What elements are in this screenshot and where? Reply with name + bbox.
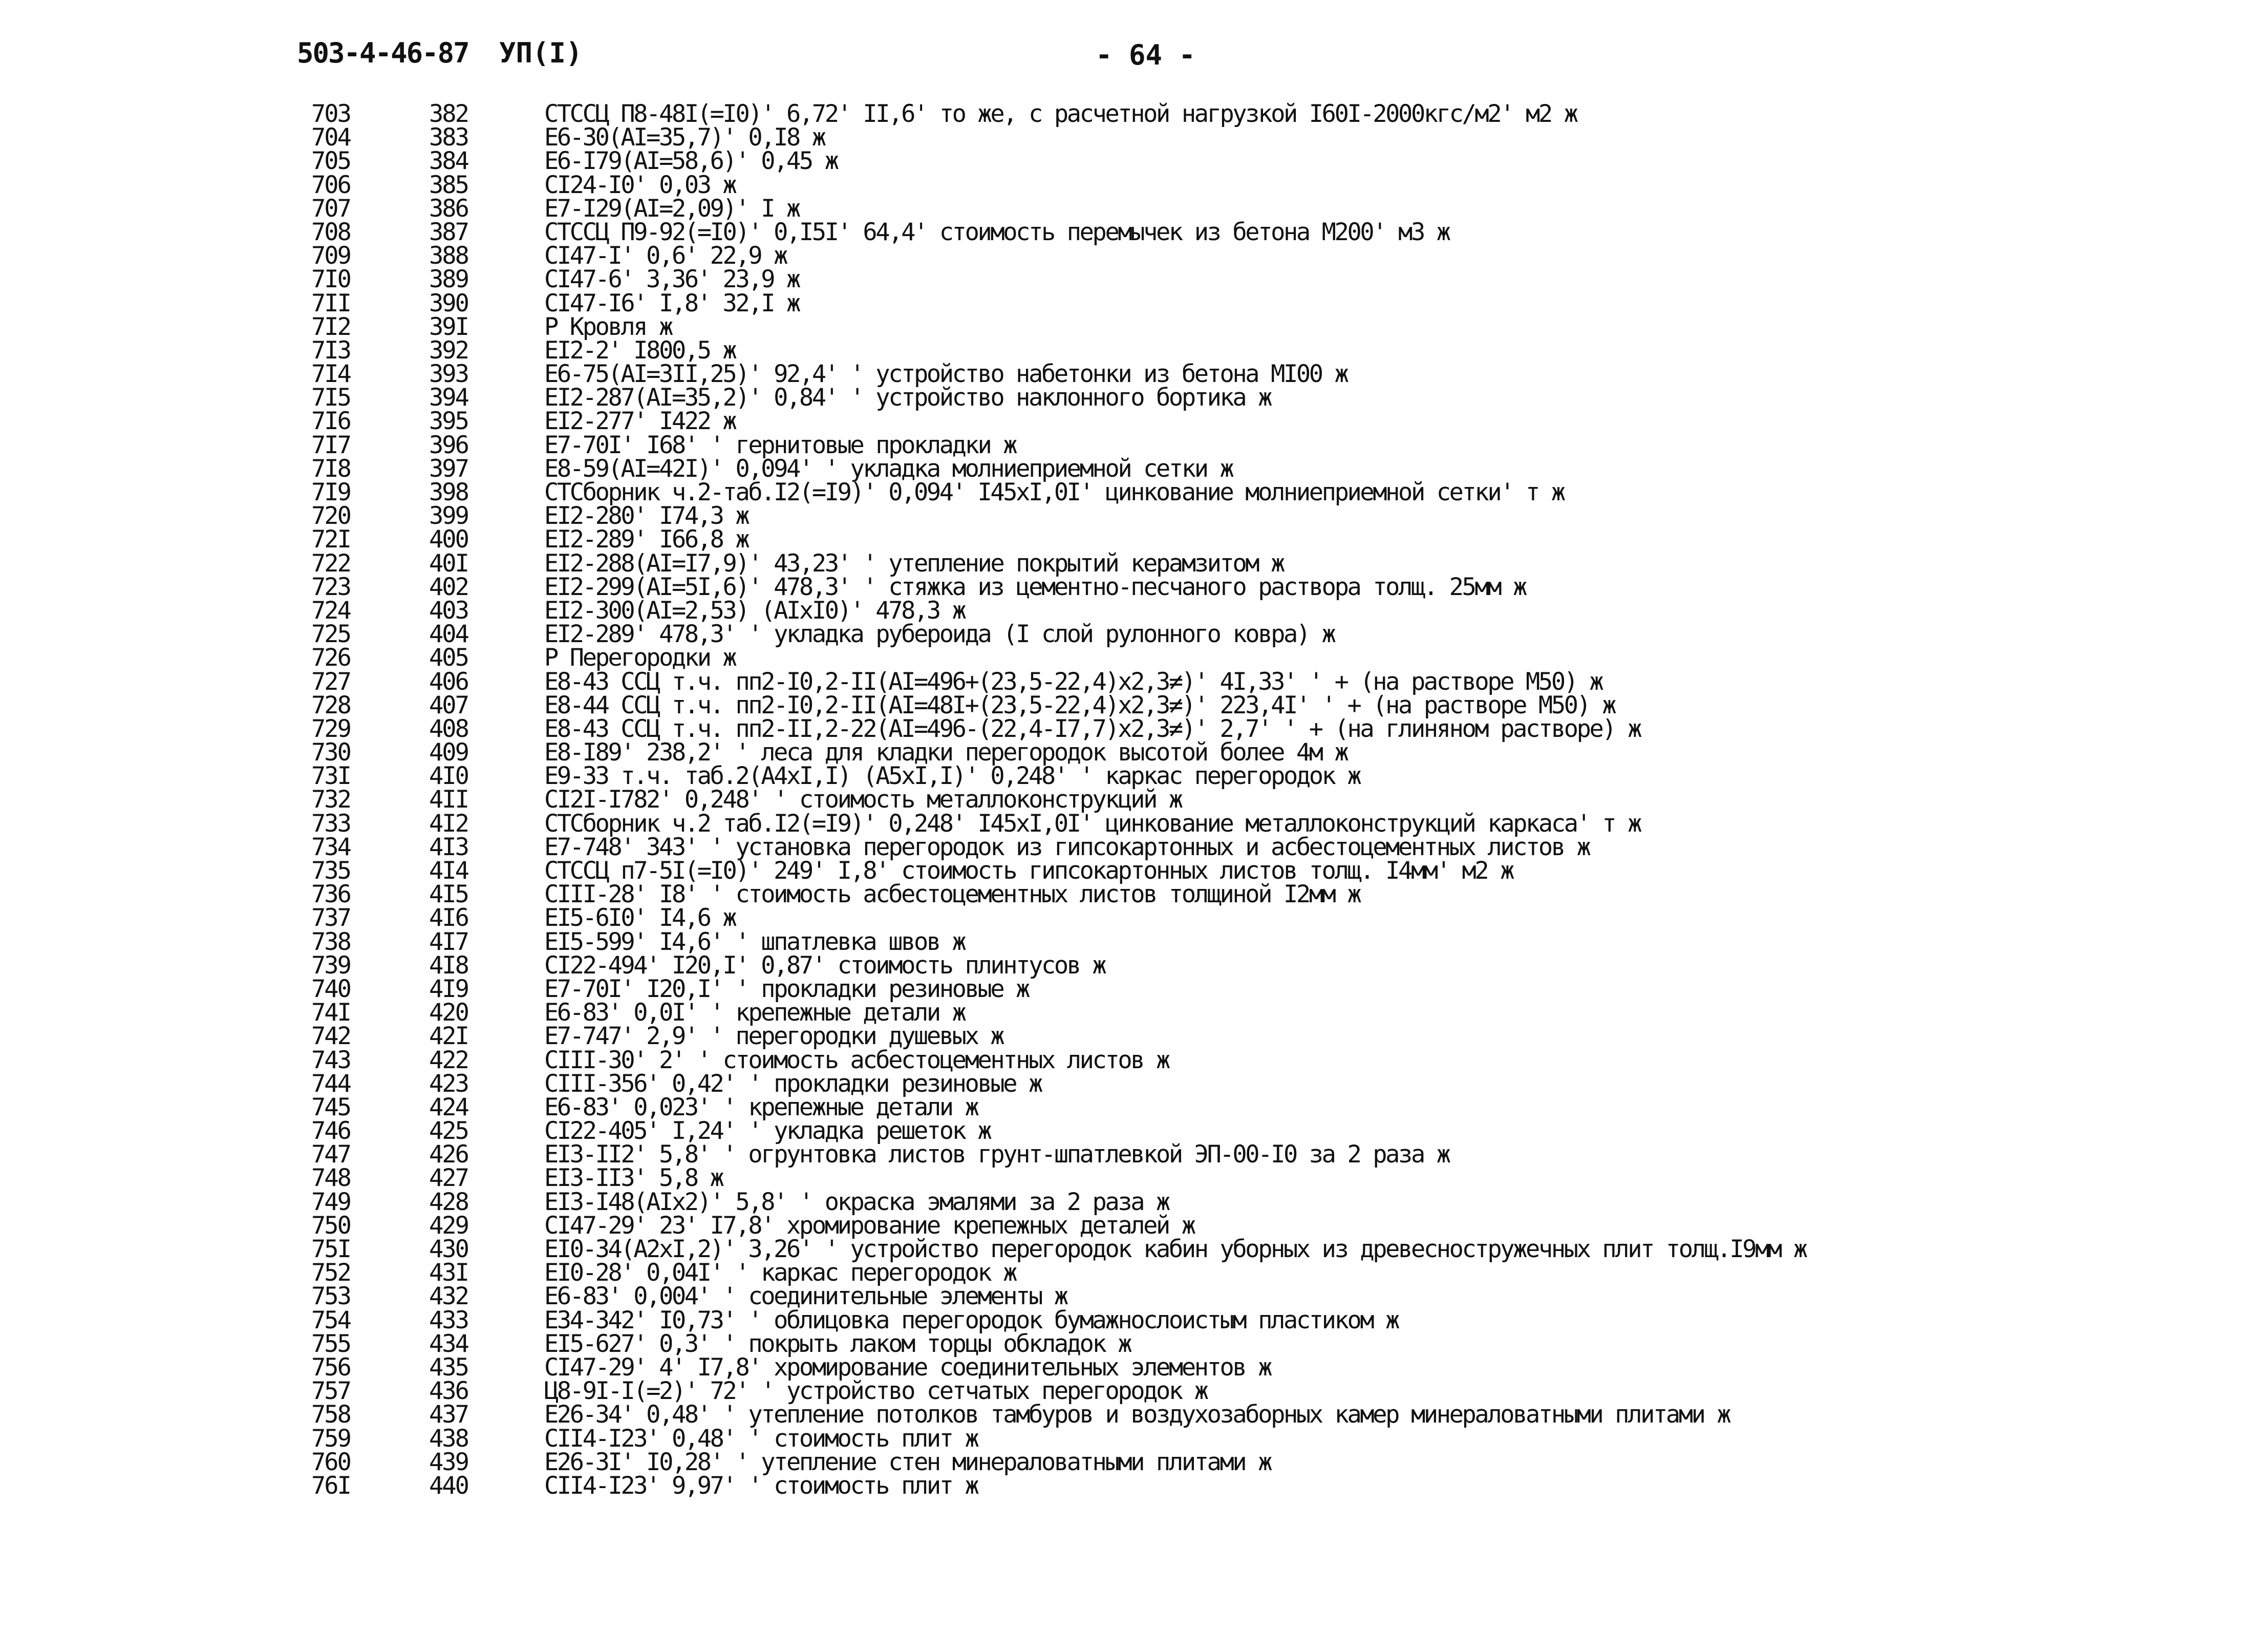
list-item bbox=[0, 289, 2268, 317]
item-text: Е9-33 т.ч. таб.2(А4хI,I) (А5хI,I)' 0,248' ' каркас перегородок ж bbox=[544, 762, 1360, 791]
row-number: 738 bbox=[311, 927, 350, 956]
document-section: УП(I) bbox=[499, 37, 583, 69]
item-index: 382 bbox=[429, 100, 468, 128]
item-index: 400 bbox=[429, 525, 468, 554]
item-text: СI47-29' 23' I7,8' хромирование крепежных деталей ж bbox=[544, 1211, 1194, 1240]
list-item bbox=[0, 927, 2268, 956]
list-item bbox=[0, 667, 2268, 696]
list-item bbox=[0, 620, 2268, 649]
item-text: Р Перегородки ж bbox=[544, 644, 736, 672]
item-index: 426 bbox=[429, 1140, 468, 1169]
item-text: СI47-6' 3,36' 23,9 ж bbox=[544, 265, 799, 294]
row-number: 756 bbox=[311, 1353, 350, 1382]
list-item bbox=[0, 244, 2268, 268]
item-text: СIII-356' 0,42' ' прокладки резиновые ж bbox=[544, 1069, 1041, 1098]
estimate-list bbox=[0, 102, 2268, 1498]
item-text: Е7-747' 2,9' ' перегородки душевых ж bbox=[544, 1022, 1003, 1051]
row-number: 737 bbox=[311, 904, 350, 932]
row-number: 760 bbox=[311, 1448, 350, 1476]
row-number: 749 bbox=[311, 1187, 350, 1216]
item-index: 422 bbox=[429, 1046, 468, 1074]
item-text: СII4-I23' 9,97' ' стоимость плит ж bbox=[544, 1471, 978, 1500]
item-text: ЕI5-627' 0,3' ' покрыть лаком торцы обкладок ж bbox=[544, 1329, 1131, 1358]
row-number: 728 bbox=[311, 691, 350, 719]
item-index: 385 bbox=[429, 171, 468, 199]
list-item bbox=[0, 1164, 2268, 1193]
row-number: 7II bbox=[311, 289, 350, 317]
row-number: 748 bbox=[311, 1164, 350, 1193]
item-index: 389 bbox=[429, 265, 468, 294]
list-item bbox=[0, 102, 2268, 126]
row-number: 729 bbox=[311, 714, 350, 743]
row-number: 7I4 bbox=[311, 360, 350, 389]
item-index: 406 bbox=[429, 667, 468, 696]
item-index: 399 bbox=[429, 502, 468, 531]
list-item bbox=[0, 1211, 2268, 1240]
item-index: 393 bbox=[429, 360, 468, 389]
item-text: ЕI0-28' 0,04I' ' каркас перегородок ж bbox=[544, 1259, 1016, 1287]
list-item bbox=[0, 762, 2268, 791]
item-index: 409 bbox=[429, 738, 468, 767]
item-index: 420 bbox=[429, 999, 468, 1027]
list-item bbox=[0, 336, 2268, 365]
row-number: 745 bbox=[311, 1093, 350, 1121]
list-item bbox=[0, 478, 2268, 506]
item-text: Е6-30(АI=35,7)' 0,I8 ж bbox=[544, 123, 825, 152]
row-number: 734 bbox=[311, 833, 350, 861]
item-index: 430 bbox=[429, 1235, 468, 1263]
list-item bbox=[0, 691, 2268, 719]
row-number: 750 bbox=[311, 1211, 350, 1240]
list-item bbox=[0, 1282, 2268, 1311]
list-item bbox=[0, 312, 2268, 341]
list-item bbox=[0, 859, 2268, 883]
list-item bbox=[0, 1329, 2268, 1358]
list-item bbox=[0, 809, 2268, 838]
list-item bbox=[0, 147, 2268, 176]
item-text: Ц8-9I-I(=2)' 72' ' устройство сетчатых перегородок ж bbox=[544, 1377, 1207, 1406]
list-item bbox=[0, 596, 2268, 625]
item-text: Е8-43 ССЦ т.ч. пп2-I0,2-II(АI=496+(23,5-22,4)х2,3≠)' 4I,33' ' + (на растворе М50) ж bbox=[544, 667, 1602, 696]
item-text: ЕI2-287(АI=35,2)' 0,84' ' устройство наклонного бортика ж bbox=[544, 384, 1271, 412]
item-text: ЕI2-277' I422 ж bbox=[544, 407, 736, 436]
item-index: 39I bbox=[429, 312, 468, 341]
item-index: 383 bbox=[429, 123, 468, 152]
list-item bbox=[0, 123, 2268, 152]
item-text: СII4-I23' 0,48' ' стоимость плит ж bbox=[544, 1424, 978, 1453]
list-item bbox=[0, 974, 2268, 1003]
row-number: 7I5 bbox=[311, 384, 350, 412]
document-code: 503-4-46-87 bbox=[297, 37, 469, 69]
item-index: 395 bbox=[429, 407, 468, 436]
item-index: 398 bbox=[429, 478, 468, 506]
item-index: 396 bbox=[429, 431, 468, 459]
item-text: СТССЦ п7-5I(=I0)' 249' I,8' стоимость гипсокартонных листов толщ. I4мм' м2 ж bbox=[544, 857, 1513, 885]
item-index: 388 bbox=[429, 242, 468, 270]
row-number: 7I7 bbox=[311, 431, 350, 459]
row-number: 758 bbox=[311, 1401, 350, 1429]
list-item bbox=[0, 906, 2268, 930]
list-item bbox=[0, 1448, 2268, 1476]
item-text: СТССЦ П9-92(=I0)' 0,I5I' 64,4' стоимость перемычек из бетона М200' м3 ж bbox=[544, 218, 1449, 246]
row-number: 76I bbox=[311, 1471, 350, 1500]
row-number: 755 bbox=[311, 1329, 350, 1358]
list-item bbox=[0, 502, 2268, 531]
row-number: 704 bbox=[311, 123, 350, 152]
item-text: СТССЦ П8-48I(=I0)' 6,72' II,6' то же, с расчетной нагрузкой I60I-2000кгс/м2' м2 ж bbox=[544, 100, 1577, 128]
item-index: 429 bbox=[429, 1211, 468, 1240]
item-index: 4I0 bbox=[429, 762, 468, 791]
row-number: 743 bbox=[311, 1046, 350, 1074]
row-number: 733 bbox=[311, 809, 350, 838]
item-text: Е7-748' 343' ' установка перегородок из гипсокартонных и асбестоцементных листов ж bbox=[544, 833, 1590, 861]
list-item bbox=[0, 386, 2268, 410]
item-index: 40I bbox=[429, 549, 468, 578]
item-text: Е8-59(АI=42I)' 0,094' ' укладка молниеприемной сетки ж bbox=[544, 454, 1233, 483]
row-number: 73I bbox=[311, 762, 350, 791]
list-item bbox=[0, 1424, 2268, 1453]
item-index: 397 bbox=[429, 454, 468, 483]
row-number: 740 bbox=[311, 974, 350, 1003]
item-text: Е8-44 ССЦ т.ч. пп2-I0,2-II(АI=48I+(23,5-22,4)х2,3≠)' 223,4I' ' + (на растворе М50) ж bbox=[544, 691, 1615, 719]
item-index: 435 bbox=[429, 1353, 468, 1382]
item-text: СI2I-I782' 0,248' ' стоимость металлоконструкций ж bbox=[544, 786, 1182, 814]
list-item bbox=[0, 646, 2268, 670]
list-item bbox=[0, 1140, 2268, 1169]
item-text: Е6-83' 0,0I' ' крепежные детали ж bbox=[544, 999, 965, 1027]
list-item bbox=[0, 1377, 2268, 1406]
item-index: 425 bbox=[429, 1117, 468, 1146]
item-text: ЕI2-289' I66,8 ж bbox=[544, 525, 748, 554]
item-text: СI47-29' 4' I7,8' хромирование соединительных элементов ж bbox=[544, 1353, 1271, 1382]
item-text: ЕI5-599' I4,6' ' шпатлевка швов ж bbox=[544, 927, 965, 956]
row-number: 746 bbox=[311, 1117, 350, 1146]
list-item bbox=[0, 171, 2268, 199]
item-text: ЕI3-II2' 5,8' ' огрунтовка листов грунт-шпатлевкой ЭП-00-I0 за 2 раза ж bbox=[544, 1140, 1449, 1169]
list-item bbox=[0, 1235, 2268, 1263]
item-index: 43I bbox=[429, 1259, 468, 1287]
item-index: 386 bbox=[429, 194, 468, 223]
item-index: 423 bbox=[429, 1069, 468, 1098]
row-number: 753 bbox=[311, 1282, 350, 1311]
item-text: ЕI2-299(АI=5I,6)' 478,3' ' стяжка из цементно-песчаного раствора толщ. 25мм ж bbox=[544, 572, 1526, 601]
item-text: Е8-43 ССЦ т.ч. пп2-II,2-22(АI=496-(22,4-I7,7)х2,3≠)' 2,7' ' + (на глиняном растворе) ж bbox=[544, 714, 1641, 743]
item-text: СI47-I6' I,8' 32,I ж bbox=[544, 289, 799, 317]
row-number: 759 bbox=[311, 1424, 350, 1453]
item-index: 4I9 bbox=[429, 974, 468, 1003]
item-index: 4I4 bbox=[429, 857, 468, 885]
item-index: 384 bbox=[429, 147, 468, 176]
page-header bbox=[0, 37, 2268, 78]
item-index: 394 bbox=[429, 384, 468, 412]
item-index: 407 bbox=[429, 691, 468, 719]
item-text: ЕI3-II3' 5,8 ж bbox=[544, 1164, 723, 1193]
row-number: 736 bbox=[311, 880, 350, 909]
item-index: 390 bbox=[429, 289, 468, 317]
row-number: 744 bbox=[311, 1069, 350, 1098]
row-number: 7I8 bbox=[311, 454, 350, 483]
item-index: 424 bbox=[429, 1093, 468, 1121]
item-text: СI22-405' I,24' ' укладка решеток ж bbox=[544, 1117, 991, 1146]
list-item bbox=[0, 1093, 2268, 1121]
item-text: ЕI2-300(АI=2,53) (АIхI0)' 478,3 ж bbox=[544, 596, 965, 625]
item-text: ЕI0-34(А2хI,2)' 3,26' ' устройство перегородок кабин уборных из древесностружечных плит толщ.I9мм ж bbox=[544, 1235, 1806, 1263]
list-item bbox=[0, 1117, 2268, 1146]
item-index: 4I2 bbox=[429, 809, 468, 838]
item-index: 402 bbox=[429, 572, 468, 601]
item-text: ЕI5-6I0' I4,6 ж bbox=[544, 904, 736, 932]
list-item bbox=[0, 525, 2268, 554]
item-text: ЕI3-I48(АIх2)' 5,8' ' окраска эмалями за 2 раза ж bbox=[544, 1187, 1169, 1216]
item-text: Е6-I79(АI=58,6)' 0,45 ж bbox=[544, 147, 838, 176]
item-text: Е7-70I' I68' ' гернитовые прокладки ж bbox=[544, 431, 1016, 459]
item-text: СI22-494' I20,I' 0,87' стоимость плинтусов ж bbox=[544, 951, 1105, 980]
list-item bbox=[0, 1001, 2268, 1025]
item-index: 440 bbox=[429, 1471, 468, 1500]
item-index: 4I7 bbox=[429, 927, 468, 956]
item-index: 403 bbox=[429, 596, 468, 625]
item-index: 4I6 bbox=[429, 904, 468, 932]
list-item bbox=[0, 738, 2268, 767]
item-text: ЕI2-280' I74,3 ж bbox=[544, 502, 748, 531]
item-text: СI24-I0' 0,03 ж bbox=[544, 171, 736, 199]
item-index: 408 bbox=[429, 714, 468, 743]
row-number: 722 bbox=[311, 549, 350, 578]
list-item bbox=[0, 572, 2268, 601]
row-number: 727 bbox=[311, 667, 350, 696]
list-item bbox=[0, 194, 2268, 223]
item-text: ЕI2-2' I800,5 ж bbox=[544, 336, 736, 365]
list-item bbox=[0, 788, 2268, 812]
item-text: Е8-I89' 238,2' ' леса для кладки перегородок высотой более 4м ж bbox=[544, 738, 1347, 767]
list-item bbox=[0, 407, 2268, 436]
row-number: 752 bbox=[311, 1259, 350, 1287]
item-text: СТСборник ч.2 таб.I2(=I9)' 0,248' I45хI,0I' цинкование металлоконструкций каркаса' т ж bbox=[544, 809, 1641, 838]
row-number: 7I0 bbox=[311, 265, 350, 294]
item-index: 387 bbox=[429, 218, 468, 246]
list-item bbox=[0, 549, 2268, 578]
item-index: 404 bbox=[429, 620, 468, 649]
list-item bbox=[0, 951, 2268, 980]
item-index: 432 bbox=[429, 1282, 468, 1311]
item-index: 4I3 bbox=[429, 833, 468, 861]
item-text: Е34-342' I0,73' ' облицовка перегородок бумажнослоистым пластиком ж bbox=[544, 1306, 1399, 1334]
list-item bbox=[0, 1306, 2268, 1334]
item-index: 392 bbox=[429, 336, 468, 365]
item-index: 405 bbox=[429, 644, 468, 672]
row-number: 709 bbox=[311, 242, 350, 270]
row-number: 730 bbox=[311, 738, 350, 767]
row-number: 7I6 bbox=[311, 407, 350, 436]
row-number: 747 bbox=[311, 1140, 350, 1169]
item-index: 437 bbox=[429, 1401, 468, 1429]
item-index: 4II bbox=[429, 786, 468, 814]
item-text: Е26-34' 0,48' ' утепление потолков тамбуров и воздухозаборных камер минераловатными плитами ж bbox=[544, 1401, 1730, 1429]
list-item bbox=[0, 1353, 2268, 1382]
item-text: Е7-70I' I20,I' ' прокладки резиновые ж bbox=[544, 974, 1029, 1003]
item-text: СI47-I' 0,6' 22,9 ж bbox=[544, 242, 787, 270]
list-item bbox=[0, 1046, 2268, 1074]
list-item bbox=[0, 360, 2268, 389]
item-index: 436 bbox=[429, 1377, 468, 1406]
item-text: Р Кровля ж bbox=[544, 312, 672, 341]
item-index: 427 bbox=[429, 1164, 468, 1193]
item-text: Е6-83' 0,004' ' соединительные элементы ж bbox=[544, 1282, 1067, 1311]
list-item bbox=[0, 880, 2268, 909]
row-number: 74I bbox=[311, 999, 350, 1027]
list-item bbox=[0, 833, 2268, 861]
row-number: 703 bbox=[311, 100, 350, 128]
list-item bbox=[0, 265, 2268, 294]
list-item bbox=[0, 714, 2268, 743]
item-index: 438 bbox=[429, 1424, 468, 1453]
item-text: ЕI2-289' 478,3' ' укладка рубероида (I слой рулонного ковра) ж bbox=[544, 620, 1335, 649]
row-number: 735 bbox=[311, 857, 350, 885]
item-index: 433 bbox=[429, 1306, 468, 1334]
list-item bbox=[0, 1261, 2268, 1285]
row-number: 726 bbox=[311, 644, 350, 672]
row-number: 723 bbox=[311, 572, 350, 601]
row-number: 7I2 bbox=[311, 312, 350, 341]
row-number: 732 bbox=[311, 786, 350, 814]
list-item bbox=[0, 1022, 2268, 1051]
list-item bbox=[0, 431, 2268, 459]
item-text: СТСборник ч.2-таб.I2(=I9)' 0,094' I45хI,0I' цинкование молниеприемной сетки' т ж bbox=[544, 478, 1564, 506]
row-number: 724 bbox=[311, 596, 350, 625]
list-item bbox=[0, 1187, 2268, 1216]
row-number: 707 bbox=[311, 194, 350, 223]
item-index: 428 bbox=[429, 1187, 468, 1216]
item-text: СIII-30' 2' ' стоимость асбестоцементных листов ж bbox=[544, 1046, 1169, 1074]
row-number: 75I bbox=[311, 1235, 350, 1263]
list-item bbox=[0, 218, 2268, 246]
item-index: 434 bbox=[429, 1329, 468, 1358]
item-index: 4I5 bbox=[429, 880, 468, 909]
page-number: - 64 - bbox=[1096, 39, 1196, 71]
item-text: ЕI2-288(АI=I7,9)' 43,23' ' утепление покрытий керамзитом ж bbox=[544, 549, 1283, 578]
item-text: СIII-28' I8' ' стоимость асбестоцементных листов толщиной I2мм ж bbox=[544, 880, 1360, 909]
row-number: 757 bbox=[311, 1377, 350, 1406]
item-text: Е7-I29(АI=2,09)' I ж bbox=[544, 194, 799, 223]
item-text: Е6-83' 0,023' ' крепежные детали ж bbox=[544, 1093, 978, 1121]
row-number: 739 bbox=[311, 951, 350, 980]
list-item bbox=[0, 1069, 2268, 1098]
row-number: 72I bbox=[311, 525, 350, 554]
row-number: 742 bbox=[311, 1022, 350, 1051]
row-number: 706 bbox=[311, 171, 350, 199]
item-index: 42I bbox=[429, 1022, 468, 1051]
row-number: 720 bbox=[311, 502, 350, 531]
item-text: Е6-75(АI=3II,25)' 92,4' ' устройство набетонки из бетона МI00 ж bbox=[544, 360, 1347, 389]
list-item bbox=[0, 1471, 2268, 1500]
list-item bbox=[0, 1403, 2268, 1427]
item-index: 4I8 bbox=[429, 951, 468, 980]
row-number: 7I3 bbox=[311, 336, 350, 365]
row-number: 725 bbox=[311, 620, 350, 649]
row-number: 7I9 bbox=[311, 478, 350, 506]
row-number: 705 bbox=[311, 147, 350, 176]
row-number: 708 bbox=[311, 218, 350, 246]
row-number: 754 bbox=[311, 1306, 350, 1334]
item-index: 439 bbox=[429, 1448, 468, 1476]
list-item bbox=[0, 454, 2268, 483]
item-text: Е26-3I' I0,28' ' утепление стен минераловатными плитами ж bbox=[544, 1448, 1271, 1476]
